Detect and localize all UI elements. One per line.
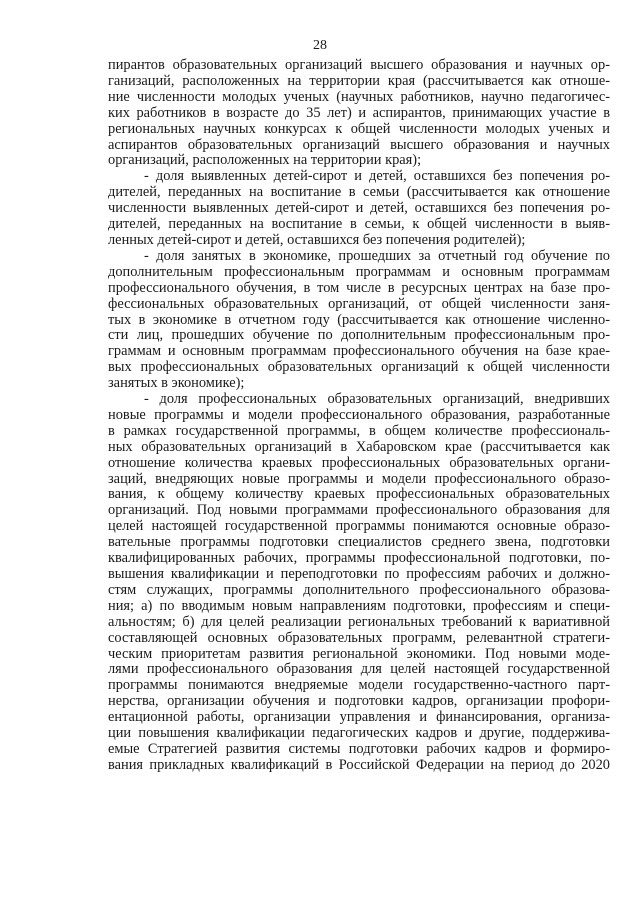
- text-line: занятых в экономике);: [108, 376, 245, 392]
- text-line: организаций. Под новыми программами профессионального образования для: [108, 503, 610, 519]
- paragraph: [108, 169, 610, 249]
- text-line: вых профессиональных образовательных организаций к общей численности: [108, 360, 610, 376]
- text-line: нерства, организации обучения и подготовки кадров, организации профори-: [108, 694, 610, 710]
- text-line: составляющей основных образовательных программ, релевантной стратеги-: [108, 630, 610, 646]
- document-body: [108, 58, 610, 774]
- text-line: емые Стратегией развития системы подготовки рабочих кадров и формиро-: [108, 741, 610, 757]
- text-line: ции повышения квалификации педагогических кадров и другие, поддержива-: [108, 726, 610, 742]
- text-line: ния; а) по вводимым новым направлениям подготовки, профессиям и специ-: [108, 598, 610, 614]
- text-line: ние численности молодых ученых (научных работников, научно педагогичес-: [108, 89, 610, 105]
- text-line: новые программы и модели профессионального образования, разработанные: [108, 407, 610, 423]
- text-line: пирантов образовательных организаций высшего образования и научных ор-: [108, 58, 610, 73]
- text-line: профессионального обучения, в том числе в ресурсных центрах на базе про-: [108, 280, 610, 296]
- page-number: 28: [313, 38, 327, 53]
- text-line: лями профессионального образования для целей настоящей государственной: [108, 662, 610, 678]
- text-line: численности выявленных детей-сирот и детей, оставшихся без попечения ро-: [108, 201, 610, 217]
- text-line: ленных детей-сирот и детей, оставшихся без попечения родителей);: [108, 232, 526, 248]
- text-line: отношение количества краевых профессиональных образовательных органи-: [108, 455, 610, 471]
- text-line: вательные программы подготовки специалистов среднего звена, подготовки: [108, 535, 610, 551]
- text-line: фессиональных образовательных организаций, от общей численности заня-: [108, 296, 610, 312]
- text-line: ганизаций, расположенных на территории края (рассчитывается как отноше-: [108, 73, 610, 89]
- text-line: тых в экономике в отчетном году (рассчитывается как отношение численно-: [108, 312, 610, 328]
- text-line: - доля профессиональных образовательных организаций, внедривших: [144, 392, 610, 408]
- text-line: дополнительным профессиональным программам и основным программам: [108, 264, 610, 280]
- text-line: целей настоящей государственной программы понимаются основные образо-: [108, 519, 610, 535]
- text-line: дителей, переданных на воспитание в семьи, к общей численности в выяв-: [108, 217, 610, 233]
- text-line: ческим приоритетам развития региональной экономики. Под новыми моде-: [108, 646, 610, 662]
- text-line: ентационной работы, организации управления и финансирования, организа-: [108, 710, 610, 726]
- text-line: в рамках государственной программы, в общем количестве профессиональ-: [108, 423, 610, 439]
- text-line: региональных научных конкурсах к общей численности молодых ученых и: [108, 121, 610, 137]
- text-line: вышения квалификации и переподготовки по профессиям рабочих и должно-: [108, 567, 610, 582]
- text-line: квалифицированных рабочих, программы профессиональной подготовки, по-: [108, 551, 610, 567]
- text-line: вания прикладных квалификаций в Российской Федерации на период до 2020: [108, 757, 610, 773]
- paragraph: [108, 392, 610, 774]
- text-line: - доля выявленных детей-сирот и детей, оставшихся без попечения ро-: [144, 169, 610, 185]
- text-line: заций, внедряющих новые программы и модели профессионального образо-: [108, 471, 610, 487]
- text-line: - доля занятых в экономике, прошедших за отчетный год обучение по: [144, 248, 610, 264]
- text-line: аспирантов образовательных организаций высшего образования и научных: [108, 137, 610, 153]
- text-line: ных образовательных организаций в Хабаровском крае (рассчитывается как: [108, 439, 610, 455]
- text-line: стям служащих, программы дополнительного профессионального образова-: [108, 582, 610, 598]
- text-line: организаций, расположенных на территории края);: [108, 153, 422, 169]
- paragraph: [108, 58, 610, 169]
- text-line: альностям; б) для целей реализации региональных требований к вариативной: [108, 614, 610, 630]
- text-line: сти лиц, прошедших обучение по дополнительным профессиональным про-: [108, 328, 610, 344]
- text-line: программы понимаются внедряемые модели государственно-частного парт-: [108, 678, 610, 694]
- text-line: вания, к общему количеству краевых профессиональных образовательных: [108, 487, 610, 503]
- paragraph: [108, 249, 610, 392]
- text-line: ких работников в возрасте до 35 лет) и аспирантов, принимающих участие в: [108, 105, 610, 121]
- text-line: дителей, переданных на воспитание в семьи (рассчитывается как отношение: [108, 185, 610, 201]
- text-line: граммам и основным программам профессионального обучения на базе крае-: [108, 344, 610, 360]
